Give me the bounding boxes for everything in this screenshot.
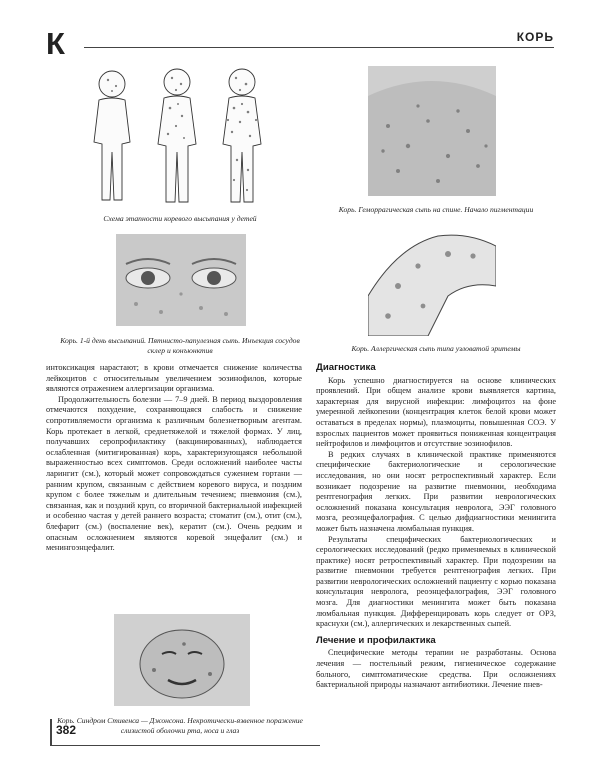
left-text-column — [46, 363, 302, 554]
figure-eyes-first-day — [116, 234, 246, 326]
page-number: 382 — [56, 723, 77, 737]
back-photo — [368, 66, 496, 196]
treatment-heading: Лечение и профилактика — [316, 634, 436, 646]
arm-photo — [368, 226, 496, 336]
eyes-photo — [116, 234, 246, 326]
footer-rule — [50, 745, 320, 746]
face-photo — [114, 614, 250, 706]
left-paragraph: Продолжительность болезни — 7–9 дней. В период выздоровления отмечаются похудение, сохраняющаяся слабость и снижение сопротивляемости организма к различным болезнетворным агентам. Корь протекает в легкой, среднетяжелой и тяжелой формах. У лиц, получавших серопрофилактику (вакцинированных), наблюдается ослабленная (митигированная) корь, характеризующаяся небольшой выраженностью всех симптомов. Среди осложнений наиболее часты ларингит (см.), который может сопровождаться сужением гортани — ранним крупом, связанным с действием коревого вируса, и поздним крупом с более тяжелым и длительным течением; пневмония (см.), связанная, как и поздний круп, со вторичной бактериальной инфекцией и особенно частая у детей раннего возраста; стоматит (см.), отит (см.), блефарит (см.) (воспаление век), кератит (см.). Очень редким и опасным осложнением являются коревой энцефалит (см.) и менингоэнцефалит. — [46, 394, 302, 553]
right-text-column — [316, 363, 556, 691]
figure-hemorrhagic-rash-back-caption: Корь. Геморрагическая сыпь на спине. Начало пигментации — [338, 205, 534, 214]
figure-rash-stages-caption: Схема этапности коревого высыпания у детей — [103, 214, 257, 223]
diagnostics-paragraph: Результаты специфических бактериологических и серологических исследований (редко применяемых в клинической практике) носят ретроспективный характер. При подозрении на развитие пневмонии требуется рентгенография легких. При развитии неврологических осложнений пациенту с корью показана консультация невролога, реоэнцефалография, ЭЭГ головного мозга. Для диагностики менингита может быть показана люмбальная пункция. Дифференцировать корь следует от ОРЗ, краснухи (см.), аллергических и лекарственных сыпей. — [316, 534, 556, 629]
left-paragraph: интоксикация нарастают; в крови отмечается снижение количества лейкоцитов с относительным увеличением эозинофилов, которые являются отражением аллергизации организма. — [46, 363, 302, 394]
children-illustration — [72, 60, 278, 210]
diagnostics-heading: Диагностика — [316, 362, 376, 373]
figure-stevens-johnson — [114, 614, 250, 706]
treatment-paragraph: Специфические методы терапии не разработаны. Основа лечения — постельный режим, гигиеническое содержание больного, симптоматические средства. При осложнениях бактериальной природы назначают антибиотики. Лечение пнев- — [316, 648, 556, 690]
figure-stevens-johnson-caption: Корь. Синдром Стивенса — Джонсона. Некротически-язвенное поражение слизистой оболочки рта, носа и глаз — [57, 716, 303, 735]
index-letter: К — [46, 26, 65, 61]
header-rule — [84, 47, 554, 48]
diagnostics-paragraph: Корь успешно диагностируется на основе клинических проявлений. При общем анализе крови выявляется картина, характерная для вирусной инфекции: лимфоцитоз на фоне умеренной лейкопении (концентрация клеток белой крови может оставаться в пределах нормы), плазмоциты, повышенная СОЭ. У взрослых пациентов может проявиться пониженная концентрация нейтрофилов и лимфоцитов и отсутствие эозинофилов. — [316, 375, 556, 449]
figure-rash-stages — [72, 60, 278, 210]
figure-allergic-rash-arm-caption: Корь. Аллергическая сыпь типа узловатой эритемы — [351, 344, 521, 353]
figure-eyes-first-day-caption: Корь. 1-й день высыпаний. Пятнисто-папулезная сыпь. Инъекция сосудов склер и конъюнктив — [60, 336, 300, 355]
section-title: КОРЬ — [516, 30, 554, 44]
figure-allergic-rash-arm — [368, 226, 496, 336]
figure-hemorrhagic-rash-back — [368, 66, 496, 196]
diagnostics-paragraph: В редких случаях в клинической практике применяются специфические бактериологические и серологические исследования, но они носят ретроспективный характер. Если возникает подозрение на развитие пневмонии, необходима рентгенография легких. При развитии неврологических осложнений показана консультация невролога, ЭЭГ головного мозга, реоэнцефалография. С целью дифдиагностики менингита может быть назначена люмбальная пункция. — [316, 449, 556, 533]
